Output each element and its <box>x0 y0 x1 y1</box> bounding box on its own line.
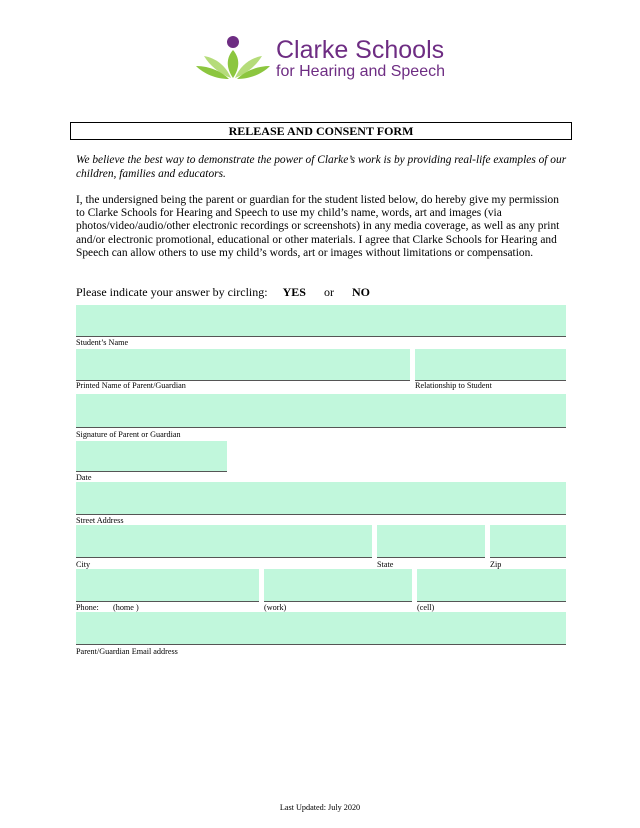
city-label: City <box>76 560 91 569</box>
consent-paragraph: I, the undersigned being the parent or guardian for the student listed below, do hereby give my permission to Clarke Schools for Hearing and Speech to use my child’s name, words, art and images (via photos/video/audio/other electronic recordings or screenshots) in any media coverage, as well as any print and/or electronic promotional, educational or other materials. I agree that Clarke Schools for Hearing and Speech can allow others to use my child’s words, art or images without limitations or compensation. <box>76 194 560 259</box>
signature-label: Signature of Parent or Guardian <box>76 430 181 439</box>
brand-tagline: for Hearing and Speech <box>276 63 445 80</box>
state-field[interactable] <box>377 525 485 558</box>
yes-option[interactable]: YES <box>282 285 306 299</box>
phone-label: Phone: <box>76 603 99 612</box>
street-address-label: Street Address <box>76 516 124 525</box>
or-text: or <box>323 285 334 299</box>
email-field[interactable] <box>76 612 566 645</box>
phone-home-field[interactable] <box>76 569 259 602</box>
form-title: RELEASE AND CONSENT FORM <box>70 122 572 140</box>
zip-field[interactable] <box>490 525 566 558</box>
circling-instruction <box>76 285 370 300</box>
date-field[interactable] <box>76 441 227 472</box>
intro-paragraph: We believe the best way to demonstrate the power of Clarke’s work is by providing real-life examples of our children, families and educators. <box>76 154 567 180</box>
parent-name-field[interactable] <box>76 349 410 381</box>
brand-name: Clarke Schools <box>276 36 445 64</box>
relationship-field[interactable] <box>415 349 566 381</box>
city-field[interactable] <box>76 525 372 558</box>
date-label: Date <box>76 473 92 482</box>
state-label: State <box>377 560 394 569</box>
email-label: Parent/Guardian Email address <box>76 647 178 656</box>
street-address-field[interactable] <box>76 482 566 515</box>
last-updated: Last Updated: July 2020 <box>279 803 361 812</box>
phone-cell-label: (cell) <box>417 603 435 612</box>
phone-cell-field[interactable] <box>417 569 566 602</box>
phone-work-label: (work) <box>264 603 287 612</box>
phone-home-label: (home ) <box>113 603 139 612</box>
signature-field[interactable] <box>76 394 566 428</box>
student-name-label: Student’s Name <box>76 338 129 347</box>
phone-work-field[interactable] <box>264 569 412 602</box>
lotus-logo-icon <box>196 34 274 80</box>
circling-prompt: Please indicate your answer by circling: <box>76 285 268 299</box>
relationship-label: Relationship to Student <box>415 381 492 390</box>
zip-label: Zip <box>490 560 502 569</box>
parent-name-label: Printed Name of Parent/Guardian <box>76 381 186 390</box>
no-option[interactable]: NO <box>351 285 370 299</box>
student-name-field[interactable] <box>76 305 566 337</box>
